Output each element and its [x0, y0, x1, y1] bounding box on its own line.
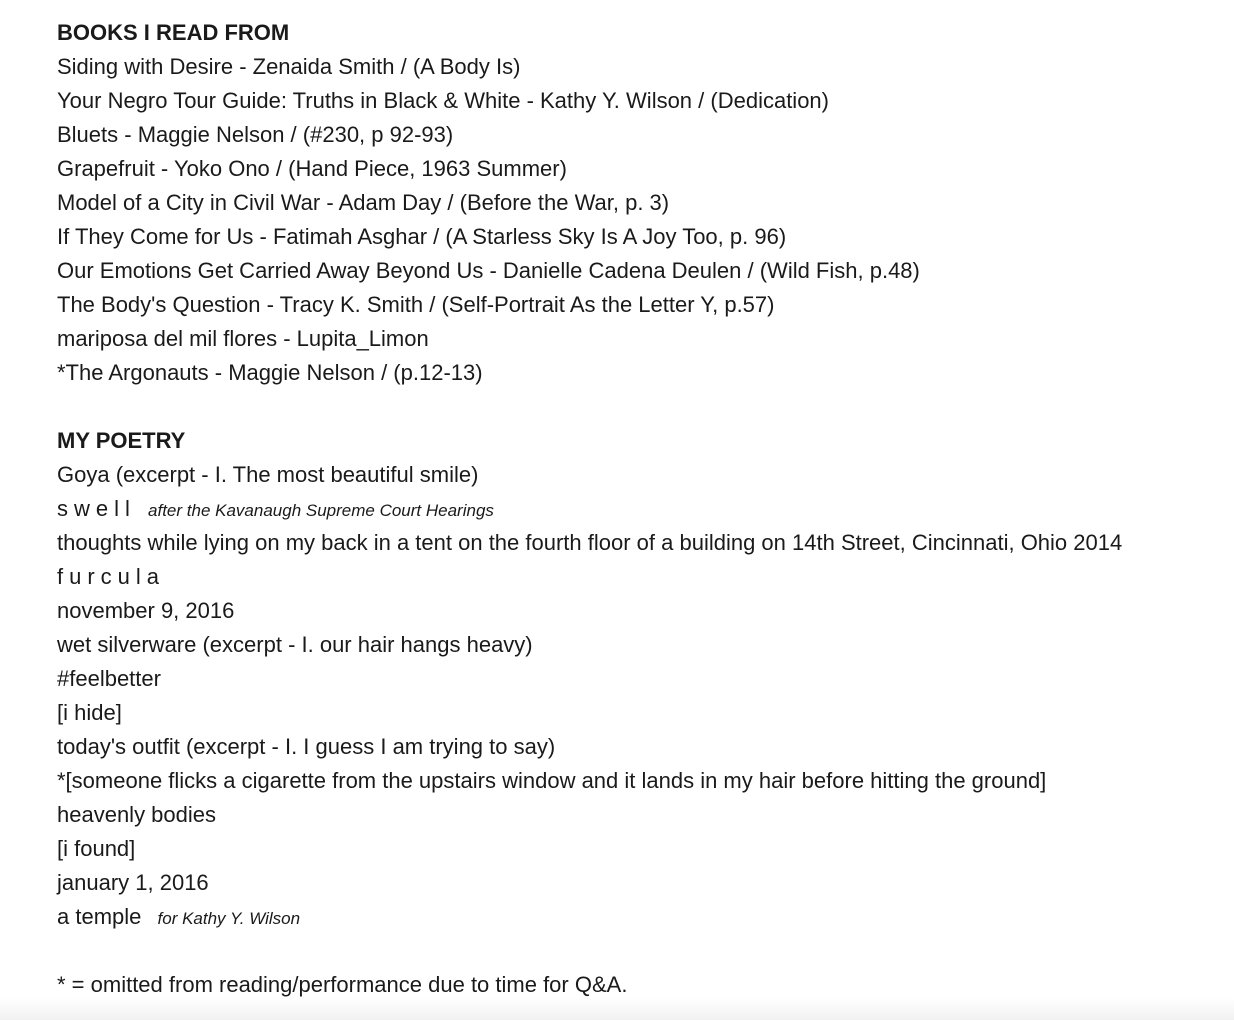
book-item: Model of a City in Civil War - Adam Day / (Before the War, p. 3) — [57, 190, 670, 215]
poem-item: heavenly bodies — [57, 802, 217, 827]
poem-title: a temple — [57, 904, 142, 929]
book-item: If They Come for Us - Fatimah Asghar / (A Starless Sky Is A Joy Too, p. 96) — [57, 224, 787, 249]
book-item: *The Argonauts - Maggie Nelson / (p.12-13) — [57, 360, 483, 385]
section-spacer — [57, 390, 1234, 424]
book-item: Bluets - Maggie Nelson / (#230, p 92-93) — [57, 122, 454, 147]
poem-title: swell — [57, 496, 136, 521]
book-item: The Body's Question - Tracy K. Smith / (Self-Portrait As the Letter Y, p.57) — [57, 292, 775, 317]
poem-dedication: after the Kavanaugh Supreme Court Hearings — [148, 501, 494, 520]
poem-item: wet silverware (excerpt - I. our hair hangs heavy) — [57, 632, 533, 657]
poem-item: furcula — [57, 564, 166, 589]
footnote: * = omitted from reading/performance due to time for Q&A. — [57, 972, 628, 997]
book-item: Grapefruit - Yoko Ono / (Hand Piece, 1963 Summer) — [57, 156, 567, 181]
book-item: Our Emotions Get Carried Away Beyond Us - Danielle Cadena Deulen / (Wild Fish, p.48) — [57, 258, 920, 283]
section-spacer — [57, 934, 1234, 968]
poem-item: [i found] — [57, 836, 136, 861]
poem-item — [57, 900, 1234, 934]
book-item: mariposa del mil flores - Lupita_Limon — [57, 326, 429, 351]
books-heading: BOOKS I READ FROM — [57, 20, 290, 45]
poem-item: thoughts while lying on my back in a tent on the fourth floor of a building on 14th Street, Cincinnati, Ohio 2014 — [57, 530, 1123, 555]
poem-item: #feelbetter — [57, 666, 161, 691]
poem-item: november 9, 2016 — [57, 598, 235, 623]
poem-item: *[someone flicks a cigarette from the upstairs window and it lands in my hair before hitting the ground] — [57, 768, 1047, 793]
poem-item: [i hide] — [57, 700, 122, 725]
poem-item: today's outfit (excerpt - I. I guess I am trying to say) — [57, 734, 556, 759]
poetry-heading: MY POETRY — [57, 428, 186, 453]
book-item: Your Negro Tour Guide: Truths in Black & White - Kathy Y. Wilson / (Dedication) — [57, 88, 829, 113]
poem-item: Goya (excerpt - I. The most beautiful smile) — [57, 462, 479, 487]
poem-item — [57, 492, 1234, 526]
poem-item: january 1, 2016 — [57, 870, 209, 895]
book-item: Siding with Desire - Zenaida Smith / (A Body Is) — [57, 54, 521, 79]
poem-dedication: for Kathy Y. Wilson — [157, 909, 301, 928]
bottom-edge-shade — [0, 998, 1234, 1020]
